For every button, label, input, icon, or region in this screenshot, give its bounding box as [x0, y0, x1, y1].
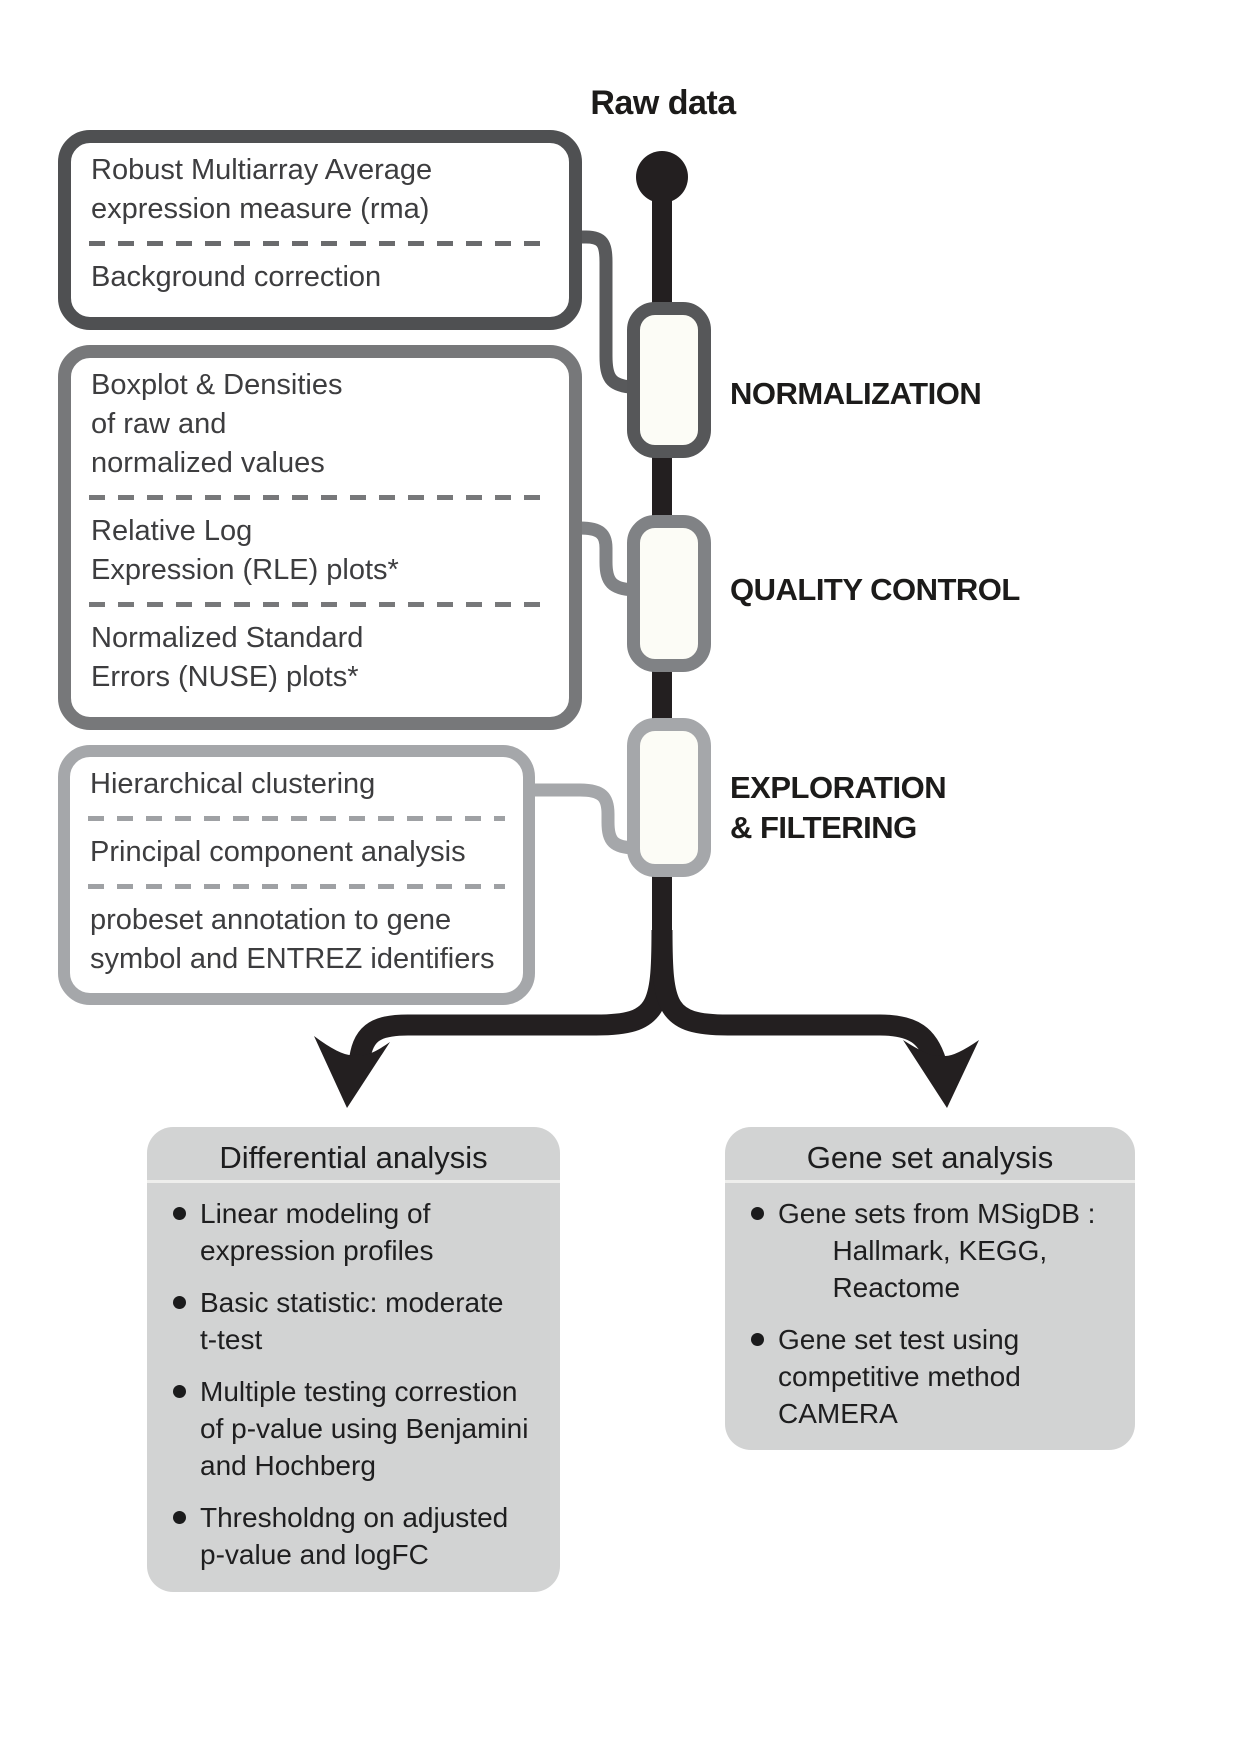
gene-set-analysis-box [725, 1127, 1135, 1450]
tool-item-rma: Robust Multiarray Average expression measure (rma) [91, 154, 433, 225]
bullet-item: Gene set test using competitive method CAMERA [747, 1321, 1127, 1432]
bullet-dot [173, 1511, 186, 1524]
bullet-dot [173, 1296, 186, 1309]
branch-right-arm [662, 930, 936, 1062]
gene-set-analysis-title: Gene set analysis [725, 1127, 1135, 1183]
stage-label-quality-control: QUALITY CONTROL [730, 572, 1020, 607]
raw-data-label: Raw data [590, 84, 736, 122]
exploration-tools-box [58, 745, 535, 1005]
exploration-node [627, 718, 711, 877]
tool-item-background-correction: Background correction [91, 261, 382, 293]
bullet-item: Basic statistic: moderate t-test [169, 1284, 552, 1358]
quality-control-tools-box [58, 345, 582, 730]
connector-exploration [522, 790, 644, 848]
tool-item-nuse-plots: Normalized Standard Errors (NUSE) plots* [91, 622, 364, 693]
gene-set-analysis-list [725, 1183, 1135, 1444]
normalization-node [627, 302, 711, 458]
tool-item-boxplot-densities: Boxplot & Densities of raw and normalized values [91, 369, 343, 479]
stage-label-normalization: NORMALIZATION [730, 376, 982, 411]
tool-item-hierarchical-clustering: Hierarchical clustering [90, 768, 376, 800]
bullet-dot [173, 1385, 186, 1398]
tool-item-rle-plots: Relative Log Expression (RLE) plots* [91, 515, 399, 586]
bullet-item: Linear modeling of expression profiles [169, 1195, 552, 1269]
differential-analysis-box [147, 1127, 560, 1592]
tool-item-probeset-annotation: probeset annotation to gene symbol and ENTREZ identifiers [90, 904, 495, 975]
bullet-item: Multiple testing correstion of p-value using Benjamini and Hochberg [169, 1373, 552, 1484]
bullet-item: Thresholdng on adjusted p-value and logFC [169, 1499, 552, 1573]
differential-analysis-list [147, 1183, 560, 1585]
stage-label-exploration-filtering: EXPLORATION & FILTERING [730, 770, 947, 845]
bullet-dot [751, 1333, 764, 1346]
bullet-item: Gene sets from MSigDB : Hallmark, KEGG, Reactome [747, 1195, 1127, 1306]
bullet-dot [173, 1207, 186, 1220]
quality-control-node [627, 515, 711, 672]
tool-item-pca: Principal component analysis [90, 836, 466, 868]
differential-analysis-title: Differential analysis [147, 1127, 560, 1183]
bullet-dot [751, 1207, 764, 1220]
normalization-tools-box [58, 130, 582, 330]
